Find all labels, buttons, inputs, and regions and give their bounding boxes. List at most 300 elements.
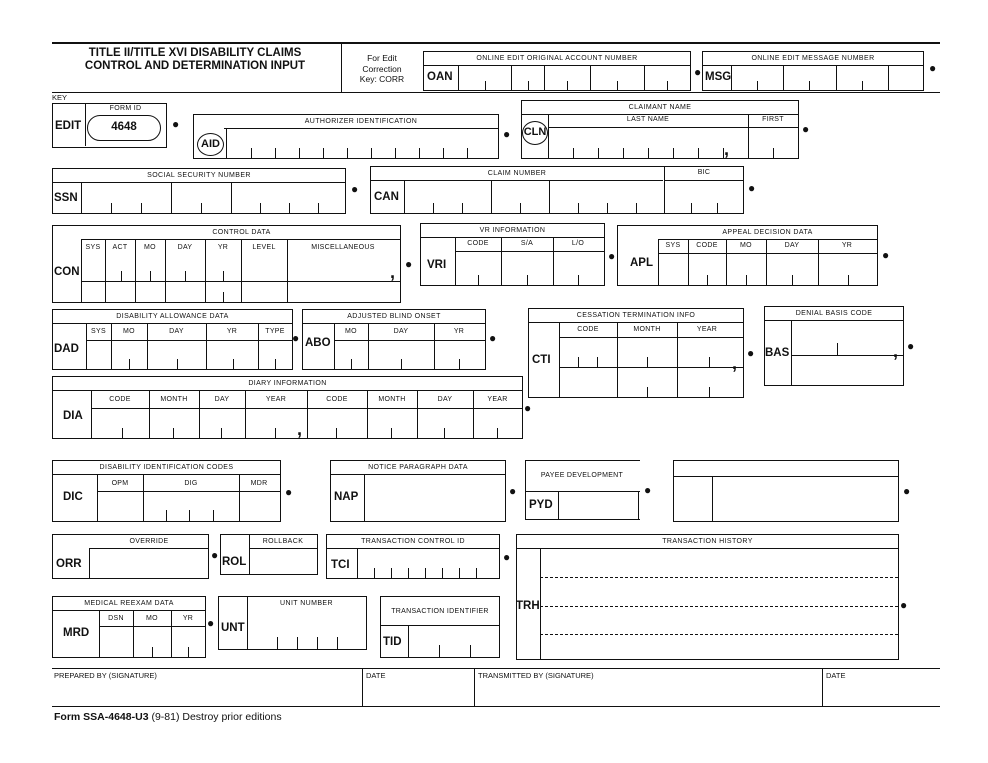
cti-col-month: MONTH bbox=[633, 326, 661, 333]
can-tick bbox=[607, 203, 608, 213]
dad-code: DAD bbox=[54, 343, 79, 355]
orr-divider bbox=[89, 548, 90, 578]
cln-tick bbox=[598, 148, 599, 158]
msg-code: MSG bbox=[705, 71, 732, 83]
tci-tick bbox=[476, 568, 477, 578]
cti-tick bbox=[647, 387, 648, 397]
bullet: ● bbox=[509, 484, 517, 498]
dad-col-yr: YR bbox=[226, 328, 238, 335]
dia-col-code: CODE bbox=[109, 396, 131, 403]
bullet: ● bbox=[882, 248, 890, 262]
dad-col-mo: MO bbox=[123, 328, 135, 335]
dic-col-opm: OPM bbox=[111, 480, 129, 487]
footer-bottom-rule bbox=[52, 706, 940, 707]
tid-divider bbox=[408, 625, 409, 657]
con-tick bbox=[223, 271, 224, 281]
mrd-tick bbox=[188, 647, 189, 657]
bullet: ● bbox=[489, 331, 497, 345]
dic-header: DISABILITY IDENTIFICATION CODES bbox=[53, 461, 280, 475]
title-divider bbox=[341, 42, 342, 92]
unt-tick bbox=[277, 637, 278, 649]
bullet: ● bbox=[211, 548, 219, 562]
dad-tick bbox=[129, 359, 130, 369]
aid-divider bbox=[226, 128, 227, 158]
mrd-rule bbox=[99, 626, 205, 627]
dad-tick bbox=[275, 359, 276, 369]
dad-tick bbox=[177, 359, 178, 369]
dia-field[interactable] bbox=[52, 376, 523, 439]
cln-tick bbox=[648, 148, 649, 158]
cln-last-label: LAST NAME bbox=[626, 116, 670, 123]
comma-mark: , bbox=[724, 139, 730, 159]
bullet: ● bbox=[900, 598, 908, 612]
dia-tick bbox=[391, 428, 392, 438]
bic-label: BIC bbox=[697, 169, 711, 176]
top-rule bbox=[52, 42, 940, 44]
dic-tick bbox=[189, 510, 190, 521]
pyd-header: PAYEE DEVELOPMENT bbox=[540, 472, 624, 479]
msg-tick bbox=[757, 81, 758, 91]
trh-dashed-line bbox=[540, 606, 898, 607]
can-divider bbox=[549, 180, 550, 213]
apl-col-code: CODE bbox=[696, 242, 718, 249]
con-tick bbox=[223, 292, 224, 302]
abo-col-mo: MO bbox=[345, 328, 357, 335]
bullet: ● bbox=[524, 401, 532, 415]
cln-field[interactable] bbox=[521, 100, 799, 159]
dad-tick bbox=[233, 359, 234, 369]
dad-col-type: TYPE bbox=[265, 328, 285, 335]
dia-header: DIARY INFORMATION bbox=[53, 377, 522, 391]
nap-code: NAP bbox=[334, 491, 359, 503]
aid-tick bbox=[251, 148, 252, 158]
apl-tick bbox=[848, 275, 849, 285]
oan-tick bbox=[485, 81, 486, 91]
abo-tick bbox=[459, 359, 460, 369]
dia-tick bbox=[221, 428, 222, 438]
trh-header: TRANSACTION HISTORY bbox=[517, 535, 898, 549]
oan-divider bbox=[544, 65, 545, 91]
dic-field[interactable] bbox=[52, 460, 281, 522]
abo-rule bbox=[334, 340, 485, 341]
rol-header: ROLLBACK bbox=[249, 535, 317, 549]
unt-header: UNIT NUMBER bbox=[280, 600, 333, 607]
edit-correction-note bbox=[343, 53, 421, 85]
footer-divider bbox=[822, 668, 823, 706]
can-tick bbox=[520, 203, 521, 213]
abo-tick bbox=[401, 359, 402, 369]
apl-field[interactable] bbox=[617, 225, 878, 286]
dia-tick bbox=[173, 428, 174, 438]
tid-rule bbox=[381, 625, 499, 626]
oan-code: OAN bbox=[427, 71, 453, 83]
abo-field[interactable] bbox=[302, 309, 486, 370]
aid-code: AID bbox=[201, 138, 220, 150]
unt-tick bbox=[297, 637, 298, 649]
mrd-code: MRD bbox=[63, 627, 90, 639]
form-number-id: Form SSA-4648-U3 bbox=[54, 711, 149, 723]
oan-tick bbox=[667, 81, 668, 91]
trh-dashed-line bbox=[540, 577, 898, 578]
bullet: ● bbox=[503, 127, 511, 141]
apl-col-day: DAY bbox=[784, 242, 800, 249]
apl-tick bbox=[792, 275, 793, 285]
rol-field[interactable] bbox=[220, 534, 318, 575]
dad-rule bbox=[86, 340, 292, 341]
abo-header: ADJUSTED BLIND ONSET bbox=[303, 310, 485, 324]
aid-tick bbox=[323, 148, 324, 158]
dia-col-code2: CODE bbox=[326, 396, 348, 403]
cln-tick bbox=[623, 148, 624, 158]
apl-rule bbox=[658, 253, 878, 254]
edit-note-line3: Key: CORR bbox=[359, 74, 405, 84]
con-code: CON bbox=[54, 266, 80, 278]
oan-divider bbox=[590, 65, 591, 91]
unt-tick bbox=[317, 637, 318, 649]
bullet: ● bbox=[503, 550, 511, 564]
ssn-field[interactable] bbox=[52, 168, 346, 214]
tid-tick bbox=[439, 645, 440, 657]
cti-tick bbox=[578, 357, 579, 367]
prepared-by-field[interactable]: PREPARED BY (SIGNATURE) bbox=[54, 671, 157, 680]
msg-divider bbox=[731, 65, 732, 91]
ssn-header: SOCIAL SECURITY NUMBER bbox=[53, 169, 345, 183]
aid-field[interactable] bbox=[193, 114, 499, 159]
msg-field[interactable] bbox=[702, 51, 924, 91]
aid-tick bbox=[371, 148, 372, 158]
orr-rule bbox=[89, 548, 209, 549]
can-divider bbox=[664, 167, 665, 213]
vri-tick bbox=[527, 275, 528, 285]
pyd-field[interactable] bbox=[525, 460, 640, 520]
tci-header: TRANSACTION CONTROL ID bbox=[327, 535, 499, 549]
dia-tick bbox=[336, 428, 337, 438]
aid-tick bbox=[467, 148, 468, 158]
aid-code-circle bbox=[197, 133, 224, 156]
apl-code: APL bbox=[630, 257, 653, 269]
blank-divider bbox=[712, 476, 713, 521]
oan-divider bbox=[644, 65, 645, 91]
vri-header: VR INFORMATION bbox=[421, 224, 604, 238]
oan-divider bbox=[511, 65, 512, 91]
ssn-tick bbox=[318, 203, 319, 213]
nap-divider bbox=[364, 474, 365, 521]
cln-tick bbox=[698, 148, 699, 158]
bullet: ● bbox=[929, 61, 937, 75]
mrd-col-dsn: DSN bbox=[108, 615, 124, 622]
pyd-code: PYD bbox=[529, 499, 553, 511]
pyd-divider bbox=[558, 491, 559, 519]
cti-field[interactable] bbox=[528, 308, 744, 398]
cti-tick bbox=[647, 357, 648, 367]
nap-header: NOTICE PARAGRAPH DATA bbox=[331, 461, 505, 475]
dia-col-year2: YEAR bbox=[487, 396, 508, 403]
cln-tick bbox=[673, 148, 674, 158]
tci-divider bbox=[357, 548, 358, 578]
dia-col-month: MONTH bbox=[160, 396, 188, 403]
mrd-col-yr: YR bbox=[182, 615, 194, 622]
cln-header: CLAIMANT NAME bbox=[522, 101, 798, 115]
key-label: KEY bbox=[52, 93, 68, 102]
can-tick bbox=[462, 203, 463, 213]
can-field[interactable] bbox=[370, 166, 744, 214]
cln-tick bbox=[573, 148, 574, 158]
dia-tick bbox=[275, 428, 276, 438]
con-col-mo: MO bbox=[144, 244, 156, 251]
dia-col-day2: DAY bbox=[437, 396, 453, 403]
form-title-line2: CONTROL AND DETERMINATION INPUT bbox=[84, 60, 306, 72]
can-divider bbox=[404, 180, 405, 213]
con-col-sys: SYS bbox=[85, 244, 101, 251]
bullet: ● bbox=[802, 122, 810, 136]
bullet: ● bbox=[907, 339, 915, 353]
bullet: ● bbox=[285, 485, 293, 499]
cln-first-label: FIRST bbox=[762, 116, 784, 123]
cln-code: CLN bbox=[523, 126, 547, 138]
cti-code: CTI bbox=[532, 354, 551, 366]
unt-tick bbox=[337, 637, 338, 649]
aid-tick bbox=[275, 148, 276, 158]
bas-tick bbox=[837, 343, 838, 355]
cti-rule bbox=[559, 367, 743, 368]
dad-header: DISABILITY ALLOWANCE DATA bbox=[53, 310, 292, 324]
vri-col-code: CODE bbox=[467, 240, 489, 247]
cti-tick bbox=[709, 357, 710, 367]
tid-code: TID bbox=[383, 636, 402, 648]
bullet: ● bbox=[903, 484, 911, 498]
dia-code: DIA bbox=[63, 410, 83, 422]
transmitted-by-field[interactable]: TRANSMITTED BY (SIGNATURE) bbox=[478, 671, 594, 680]
msg-tick bbox=[809, 81, 810, 91]
dic-col-dig: DIG bbox=[184, 480, 198, 487]
oan-tick bbox=[617, 81, 618, 91]
cti-header: CESSATION TERMINATION INFO bbox=[529, 309, 743, 323]
form-id-oval bbox=[87, 115, 161, 141]
nap-field[interactable] bbox=[330, 460, 506, 522]
bas-code: BAS bbox=[765, 347, 790, 359]
can-rule bbox=[664, 180, 744, 181]
vri-col-sa: S/A bbox=[520, 240, 534, 247]
mrd-tick bbox=[152, 647, 153, 657]
cln-code-circle bbox=[522, 121, 548, 145]
con-col-act: ACT bbox=[112, 244, 128, 251]
edit-note-line2: Correction bbox=[362, 63, 402, 74]
form-title-line1: TITLE II/TITLE XVI DISABILITY CLAIMS bbox=[88, 47, 302, 59]
abo-code: ABO bbox=[305, 337, 331, 349]
dic-tick bbox=[213, 510, 214, 521]
abo-tick bbox=[351, 359, 352, 369]
dic-code: DIC bbox=[63, 491, 83, 503]
dic-tick bbox=[166, 510, 167, 521]
con-col-misc: MISCELLANEOUS bbox=[311, 244, 375, 251]
blank-rule bbox=[674, 476, 898, 477]
can-divider bbox=[491, 180, 492, 213]
key-rule bbox=[52, 92, 940, 93]
apl-col-mo: MO bbox=[740, 242, 752, 249]
con-header: CONTROL DATA bbox=[212, 229, 271, 236]
can-tick bbox=[636, 203, 637, 213]
bullet: ● bbox=[748, 181, 756, 195]
abo-col-day: DAY bbox=[393, 328, 409, 335]
abo-col-yr: YR bbox=[453, 328, 465, 335]
bas-header: DENIAL BASIS CODE bbox=[765, 307, 903, 321]
ssn-divider bbox=[81, 182, 82, 213]
transmitted-date-field[interactable]: DATE bbox=[826, 671, 846, 680]
form-number bbox=[54, 711, 282, 723]
mrd-field[interactable] bbox=[52, 596, 206, 658]
can-tick bbox=[691, 203, 692, 213]
unt-divider bbox=[247, 597, 248, 649]
ssn-tick bbox=[289, 203, 290, 213]
bullet: ● bbox=[747, 346, 755, 360]
blank-field[interactable] bbox=[673, 460, 899, 522]
dia-tick bbox=[444, 428, 445, 438]
bas-rule bbox=[791, 355, 903, 356]
msg-tick bbox=[862, 81, 863, 91]
pyd-divider bbox=[638, 491, 639, 519]
oan-field[interactable] bbox=[423, 51, 691, 91]
comma-mark: , bbox=[893, 341, 899, 361]
footer-divider bbox=[474, 668, 475, 706]
oan-tick bbox=[528, 81, 529, 91]
apl-tick bbox=[707, 275, 708, 285]
msg-divider bbox=[783, 65, 784, 91]
aid-tick bbox=[395, 148, 396, 158]
tid-header: TRANSACTION IDENTIFIER bbox=[391, 608, 489, 615]
ssn-tick bbox=[111, 203, 112, 213]
aid-tick bbox=[347, 148, 348, 158]
footer-divider bbox=[362, 668, 363, 706]
con-field[interactable] bbox=[52, 225, 401, 303]
pyd-rule bbox=[526, 491, 640, 492]
bullet: ● bbox=[351, 182, 359, 196]
con-tick bbox=[150, 271, 151, 281]
cti-tick bbox=[709, 387, 710, 397]
trh-field[interactable] bbox=[516, 534, 899, 660]
dia-col-month2: MONTH bbox=[378, 396, 406, 403]
apl-col-sys: SYS bbox=[665, 242, 681, 249]
vri-code: VRI bbox=[427, 259, 447, 271]
tci-tick bbox=[442, 568, 443, 578]
ssn-divider bbox=[171, 182, 172, 213]
msg-header: ONLINE EDIT MESSAGE NUMBER bbox=[703, 52, 923, 66]
bullet: ● bbox=[292, 331, 300, 345]
mrd-header: MEDICAL REEXAM DATA bbox=[53, 597, 205, 611]
form-id-label: FORM ID bbox=[109, 105, 142, 112]
rol-code: ROL bbox=[222, 556, 247, 568]
oan-header: ONLINE EDIT ORIGINAL ACCOUNT NUMBER bbox=[424, 52, 690, 66]
prepared-date-field[interactable]: DATE bbox=[366, 671, 386, 680]
con-col-day: DAY bbox=[177, 244, 193, 251]
rol-divider bbox=[249, 535, 250, 574]
bullet: ● bbox=[608, 249, 616, 263]
ssn-tick bbox=[201, 203, 202, 213]
can-tick bbox=[578, 203, 579, 213]
bullet: ● bbox=[207, 616, 215, 630]
tci-field[interactable] bbox=[326, 534, 500, 579]
tci-tick bbox=[459, 568, 460, 578]
aid-tick bbox=[419, 148, 420, 158]
form-title bbox=[60, 47, 330, 73]
apl-col-yr: YR bbox=[841, 242, 853, 249]
dia-col-day: DAY bbox=[214, 396, 230, 403]
bas-divider bbox=[791, 320, 792, 385]
cti-col-year: YEAR bbox=[696, 326, 718, 333]
edit-note-line1: For Edit bbox=[367, 53, 397, 63]
orr-field[interactable] bbox=[52, 534, 209, 579]
tid-tick bbox=[470, 645, 471, 657]
can-tick bbox=[717, 203, 718, 213]
edit-code: EDIT bbox=[55, 120, 82, 132]
cti-tick bbox=[597, 357, 598, 367]
orr-code: ORR bbox=[56, 558, 82, 570]
con-tick bbox=[121, 271, 122, 281]
comma-mark: , bbox=[297, 419, 303, 439]
bullet: ● bbox=[172, 117, 180, 131]
dad-col-sys: SYS bbox=[91, 328, 106, 335]
dia-tick bbox=[497, 428, 498, 438]
cti-col-code: CODE bbox=[577, 326, 599, 333]
ssn-divider bbox=[231, 182, 232, 213]
dad-field[interactable] bbox=[52, 309, 293, 370]
apl-header: APPEAL DECISION DATA bbox=[658, 226, 877, 240]
form-id-value: 4648 bbox=[111, 121, 137, 133]
dia-col-year: YEAR bbox=[265, 396, 287, 403]
comma-mark: , bbox=[390, 262, 396, 282]
can-code: CAN bbox=[374, 191, 399, 203]
con-col-level: LEVEL bbox=[252, 244, 276, 251]
bas-field[interactable] bbox=[764, 306, 904, 386]
dia-tick bbox=[122, 428, 123, 438]
msg-divider bbox=[888, 65, 889, 91]
ssn-tick bbox=[141, 203, 142, 213]
trh-code: TRH bbox=[516, 600, 540, 612]
unt-code: UNT bbox=[221, 622, 245, 634]
tci-tick bbox=[374, 568, 375, 578]
mrd-col-mo: MO bbox=[146, 615, 158, 622]
vri-col-lo: L/O bbox=[571, 240, 585, 247]
can-tick bbox=[433, 203, 434, 213]
dad-col-day: DAY bbox=[169, 328, 184, 335]
edit-divider bbox=[85, 104, 86, 146]
tci-tick bbox=[408, 568, 409, 578]
con-tick bbox=[185, 271, 186, 281]
vri-tick bbox=[478, 275, 479, 285]
tci-tick bbox=[391, 568, 392, 578]
bullet: ● bbox=[644, 483, 652, 497]
trh-dashed-line bbox=[540, 634, 898, 635]
orr-header: OVERRIDE bbox=[129, 538, 169, 545]
vri-tick bbox=[578, 275, 579, 285]
footer-top-rule bbox=[52, 668, 940, 669]
apl-tick bbox=[746, 275, 747, 285]
dic-col-mdr: MDR bbox=[250, 480, 268, 487]
oan-divider bbox=[458, 65, 459, 91]
aid-header: AUTHORIZER IDENTIFICATION bbox=[224, 115, 498, 129]
aid-tick bbox=[443, 148, 444, 158]
unt-field[interactable] bbox=[218, 596, 367, 650]
vri-rule bbox=[455, 251, 605, 252]
cti-rule bbox=[559, 337, 743, 338]
con-col-yr: YR bbox=[217, 244, 229, 251]
tci-tick bbox=[425, 568, 426, 578]
trh-divider bbox=[540, 548, 541, 659]
bullet: ● bbox=[405, 257, 413, 271]
vri-field[interactable] bbox=[420, 223, 605, 286]
tid-field[interactable] bbox=[380, 596, 500, 658]
cln-tick bbox=[773, 148, 774, 158]
dic-rule bbox=[97, 491, 280, 492]
